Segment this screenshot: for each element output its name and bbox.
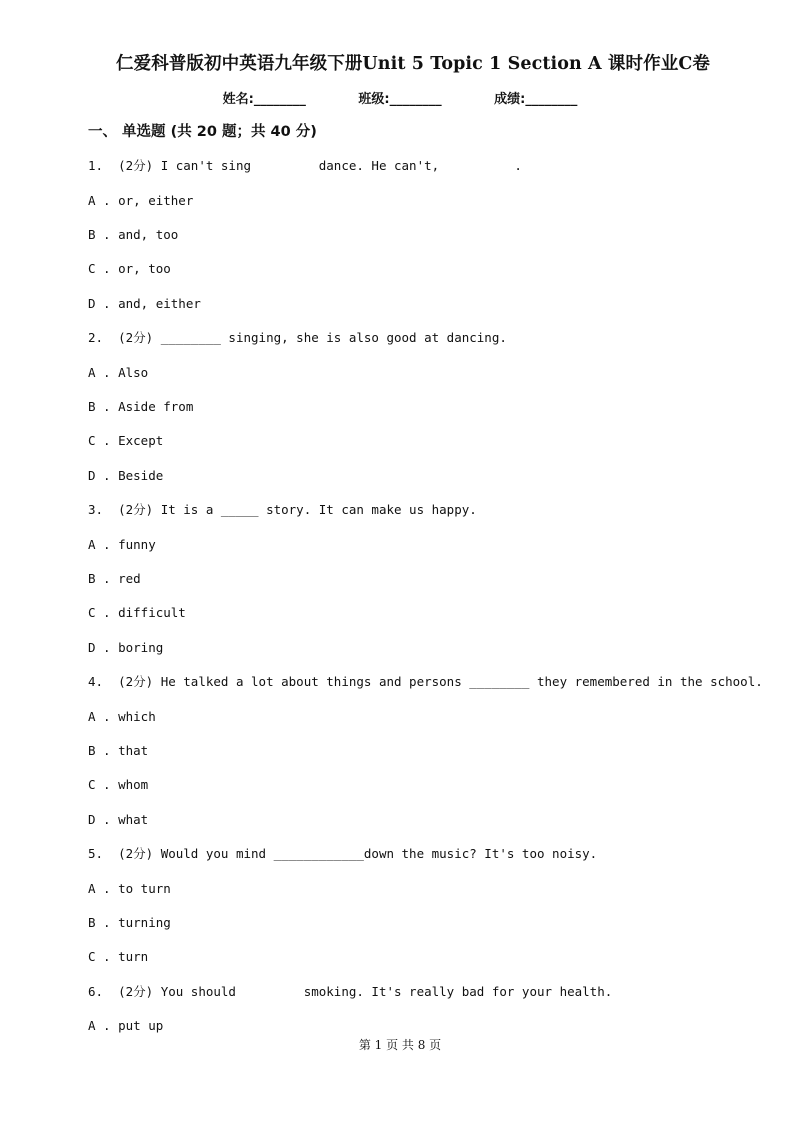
question-3-option-b[interactable]: B . red (88, 571, 141, 586)
class-field: 班级:________ (358, 92, 442, 107)
question-5-stem: 5. (2分) Would you mind ____________down the music? It's too noisy. (88, 846, 598, 861)
question-2-option-a[interactable]: A . Also (88, 365, 149, 380)
question-1-option-d[interactable]: D . and, either (88, 296, 201, 311)
student-info-row (0, 88, 800, 107)
page-title: 仁爱科普版初中英语九年级下册Unit 5 Topic 1 Section A 课时作业C卷 (116, 54, 710, 74)
question-2-stem: 2. (2分) ________ singing, she is also good at dancing. (88, 330, 507, 345)
question-6-option-a[interactable]: A . put up (88, 1018, 164, 1033)
question-1-stem: 1. (2分) I can't sing dance. He can't, . (88, 158, 522, 173)
question-6-stem: 6. (2分) You should smoking. It's really bad for your health. (88, 984, 613, 999)
question-1-option-a[interactable]: A . or, either (88, 193, 194, 208)
question-4-option-d[interactable]: D . what (88, 812, 149, 827)
question-2-option-c[interactable]: C . Except (88, 433, 164, 448)
question-3-option-a[interactable]: A . funny (88, 537, 156, 552)
question-4-option-c[interactable]: C . whom (88, 777, 149, 792)
question-2-option-b[interactable]: B . Aside from (88, 399, 194, 414)
question-3-option-c[interactable]: C . difficult (88, 605, 186, 620)
question-5-option-c[interactable]: C . turn (88, 949, 149, 964)
section-heading: 一、 单选题 (共 20 题；共 40 分) (88, 124, 317, 140)
question-5-option-b[interactable]: B . turning (88, 915, 171, 930)
score-field: 成绩:________ (494, 92, 578, 107)
name-field: 姓名:________ (222, 92, 306, 107)
question-4-stem: 4. (2分) He talked a lot about things and persons ________ they remembered in the school. (88, 674, 763, 689)
question-4-option-b[interactable]: B . that (88, 743, 149, 758)
page-footer: 第 1 页 共 8 页 (358, 1038, 442, 1052)
question-1-option-c[interactable]: C . or, too (88, 261, 171, 276)
question-4-option-a[interactable]: A . which (88, 709, 156, 724)
question-2-option-d[interactable]: D . Beside (88, 468, 164, 483)
question-1-option-b[interactable]: B . and, too (88, 227, 179, 242)
question-3-option-d[interactable]: D . boring (88, 640, 164, 655)
question-5-option-a[interactable]: A . to turn (88, 881, 171, 896)
question-3-stem: 3. (2分) It is a _____ story. It can make us happy. (88, 502, 477, 517)
